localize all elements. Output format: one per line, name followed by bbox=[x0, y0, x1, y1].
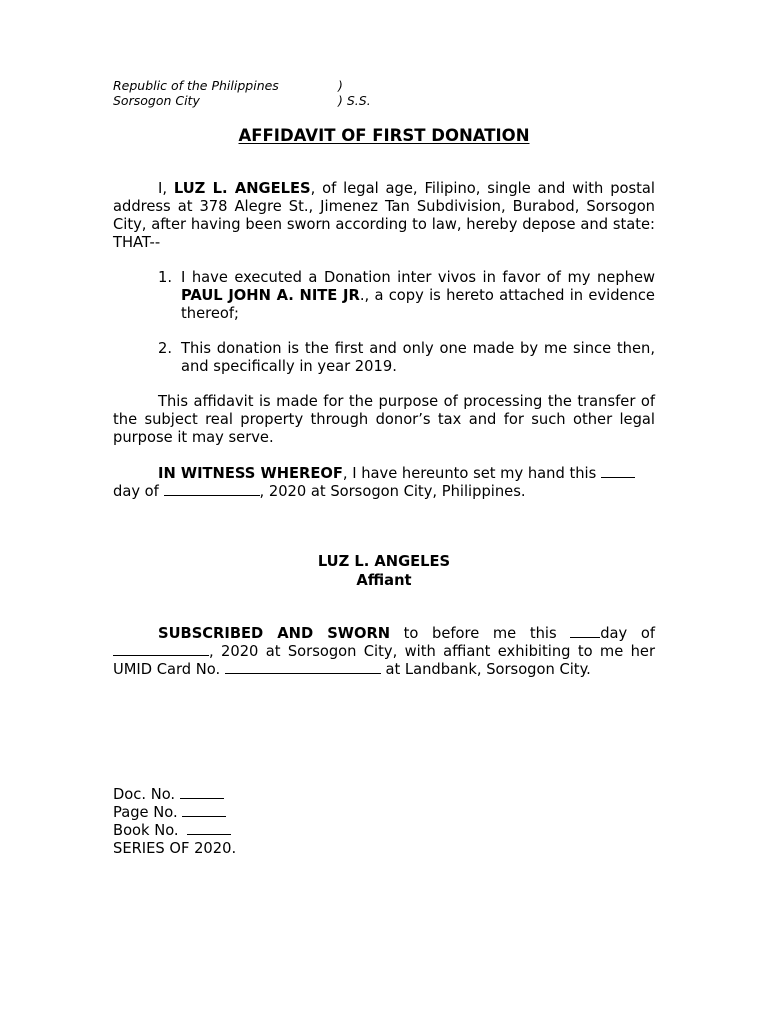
list-item-2 bbox=[158, 340, 655, 376]
month-blank bbox=[164, 483, 260, 496]
list-item-1 bbox=[158, 269, 655, 323]
purpose-paragraph: This affidavit is made for the purpose of processing the transfer of the subject real property through donor’s tax and for such other legal purpose it may serve. bbox=[113, 393, 655, 446]
book-no-line bbox=[113, 822, 236, 840]
series-line: SERIES OF 2020. bbox=[113, 839, 237, 857]
affiant-name-inline: LUZ L. ANGELES bbox=[173, 180, 311, 197]
item-1-text-before: I have executed a Donation inter vivos in favor of my nephew bbox=[181, 269, 655, 286]
intro-text: , of legal age, Filipino, single and with postal address at 378 Alegre St., Jimenez Tan Subdivision, Burabod, Sorsogon City, after having been sworn according to law, hereby depose and state: THAT-- bbox=[113, 180, 655, 251]
venue-block bbox=[113, 78, 371, 108]
affiant-signature-block bbox=[0, 553, 768, 590]
list-number-1: 1. bbox=[158, 269, 173, 286]
list-number-2: 2. bbox=[158, 340, 173, 357]
venue-country: Republic of the Philippines bbox=[113, 78, 279, 93]
venue-line-2 bbox=[113, 93, 371, 108]
item-1-text-after: ., a copy is hereto attached in evidence thereof; bbox=[181, 286, 655, 322]
notarial-register-block bbox=[113, 786, 236, 858]
umid-number-blank bbox=[225, 661, 381, 674]
venue-city: Sorsogon City bbox=[113, 93, 200, 108]
jurat-text-4: at Landbank, Sorsogon City. bbox=[380, 660, 591, 678]
jurat-day-blank bbox=[570, 625, 600, 638]
donee-name: PAUL JOHN A. NITE JR bbox=[181, 286, 360, 304]
venue-ss: ) S.S. bbox=[338, 93, 371, 108]
venue-line-1 bbox=[113, 78, 343, 93]
day-blank bbox=[601, 465, 635, 478]
affiant-name: LUZ L. ANGELES bbox=[317, 553, 451, 570]
list-text-1 bbox=[181, 269, 655, 323]
book-no-label: Book No. bbox=[113, 821, 184, 839]
jurat-month-blank bbox=[113, 643, 209, 656]
jurat-text-1: to before me this bbox=[390, 625, 571, 642]
page-no-blank bbox=[182, 804, 226, 817]
intro-prefix: I, bbox=[158, 180, 174, 197]
document-title: AFFIDAVIT OF FIRST DONATION bbox=[238, 126, 530, 145]
page-no-label: Page No. bbox=[113, 803, 183, 821]
jurat-text-3: , 2020 at Sorsogon City, with affiant exhibiting to me her UMID Card No. bbox=[113, 642, 655, 678]
doc-no-blank bbox=[180, 786, 224, 799]
jurat-text-2: day of bbox=[600, 625, 655, 642]
page-no-line bbox=[113, 804, 236, 822]
doc-no-line bbox=[113, 786, 236, 804]
witness-heading: IN WITNESS WHEREOF bbox=[158, 465, 343, 482]
jurat-paragraph bbox=[113, 625, 655, 679]
witness-text-3: , 2020 at Sorsogon City, Philippines. bbox=[259, 482, 526, 500]
witness-paragraph bbox=[113, 465, 655, 501]
intro-paragraph bbox=[113, 180, 655, 252]
witness-text-1: , I have hereunto set my hand this bbox=[342, 465, 601, 482]
jurat-heading: SUBSCRIBED AND SWORN bbox=[158, 625, 391, 642]
book-no-blank bbox=[187, 822, 231, 835]
venue-paren-1: ) bbox=[338, 78, 343, 93]
list-text-2: This donation is the first and only one made by me since then, and specifically in year 2019. bbox=[181, 340, 655, 375]
affiant-role: Affiant bbox=[356, 571, 412, 589]
doc-no-label: Doc. No. bbox=[113, 786, 180, 803]
witness-text-2: day of bbox=[113, 482, 164, 500]
